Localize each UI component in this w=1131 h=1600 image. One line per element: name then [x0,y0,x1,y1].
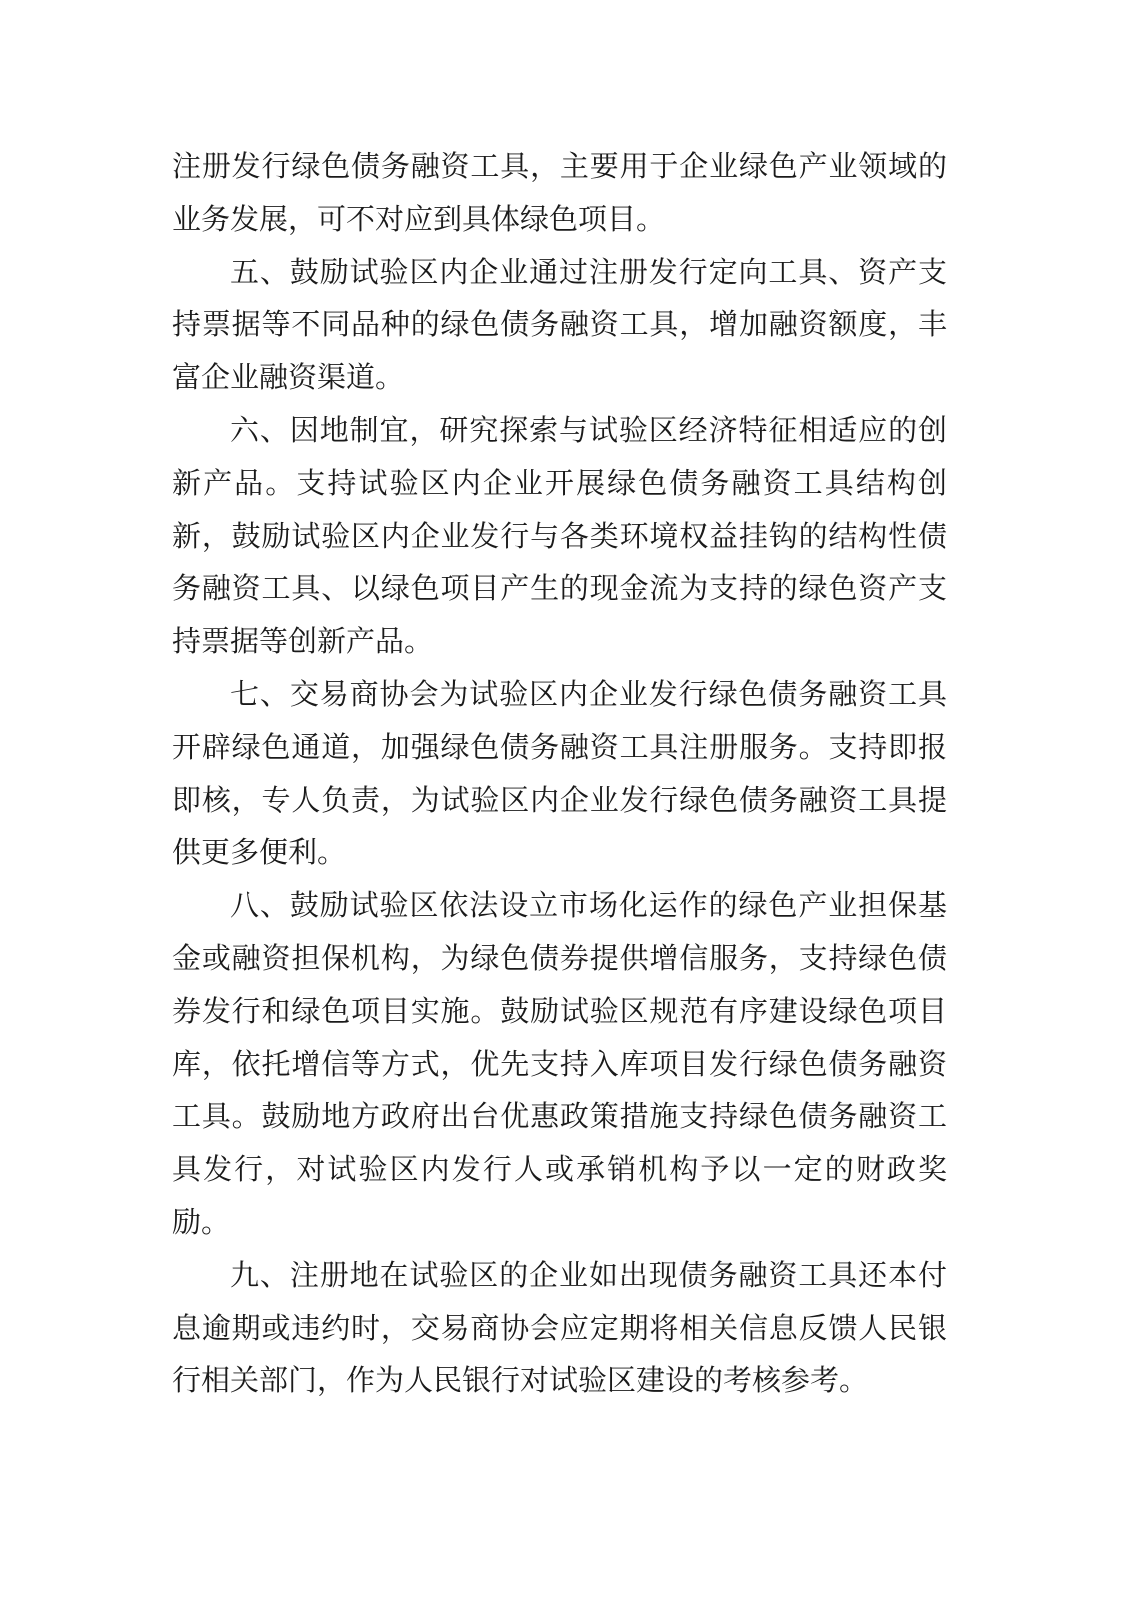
text-line: 具发行，对试验区内发行人或承销机构予以一定的财政奖 [172,1152,947,1187]
text-line: 持票据等不同品种的绿色债务融资工具，增加融资额度，丰 [172,307,947,342]
text-line: 即核，专人负责，为试验区内企业发行绿色债务融资工具提 [172,782,947,817]
text-line: 六、因地制宜，研究探索与试验区经济特征相适应的创 [230,412,947,447]
text-line: 券发行和绿色项目实施。鼓励试验区规范有序建设绿色项目 [172,993,947,1028]
text-line: 行相关部门，作为人民银行对试验区建设的考核参考。 [172,1363,869,1398]
text-line: 新，鼓励试验区内企业发行与各类环境权益挂钩的结构性债 [172,518,947,553]
text-line: 持票据等创新产品。 [172,624,434,659]
text-line: 富企业融资渠道。 [172,360,405,395]
text-line: 息逾期或违约时，交易商协会应定期将相关信息反馈人民银 [172,1310,947,1345]
text-line: 励。 [172,1204,231,1239]
text-line: 库，依托增信等方式，优先支持入库项目发行绿色债务融资 [172,1046,947,1081]
text-line: 业务发展，可不对应到具体绿色项目。 [172,201,666,236]
text-line: 务融资工具、以绿色项目产生的现金流为支持的绿色资产支 [172,571,947,606]
text-line: 注册发行绿色债务融资工具，主要用于企业绿色产业领域的 [172,149,947,183]
text-line: 金或融资担保机构，为绿色债券提供增信服务，支持绿色债 [172,940,947,975]
text-line: 供更多便利。 [172,835,347,870]
text-line: 八、鼓励试验区依法设立市场化运作的绿色产业担保基 [230,888,947,923]
text-line: 工具。鼓励地方政府出台优惠政策措施支持绿色债务融资工 [172,1099,947,1134]
text-line: 九、注册地在试验区的企业如出现债务融资工具还本付 [230,1257,947,1292]
text-line: 新产品。支持试验区内企业开展绿色债务融资工具结构创 [172,465,947,500]
text-line: 七、交易商协会为试验区内企业发行绿色债务融资工具 [230,676,947,711]
document-body [172,140,947,1407]
text-line: 五、鼓励试验区内企业通过注册发行定向工具、资产支 [230,254,947,289]
text-line: 开辟绿色通道，加强绿色债务融资工具注册服务。支持即报 [172,729,947,764]
